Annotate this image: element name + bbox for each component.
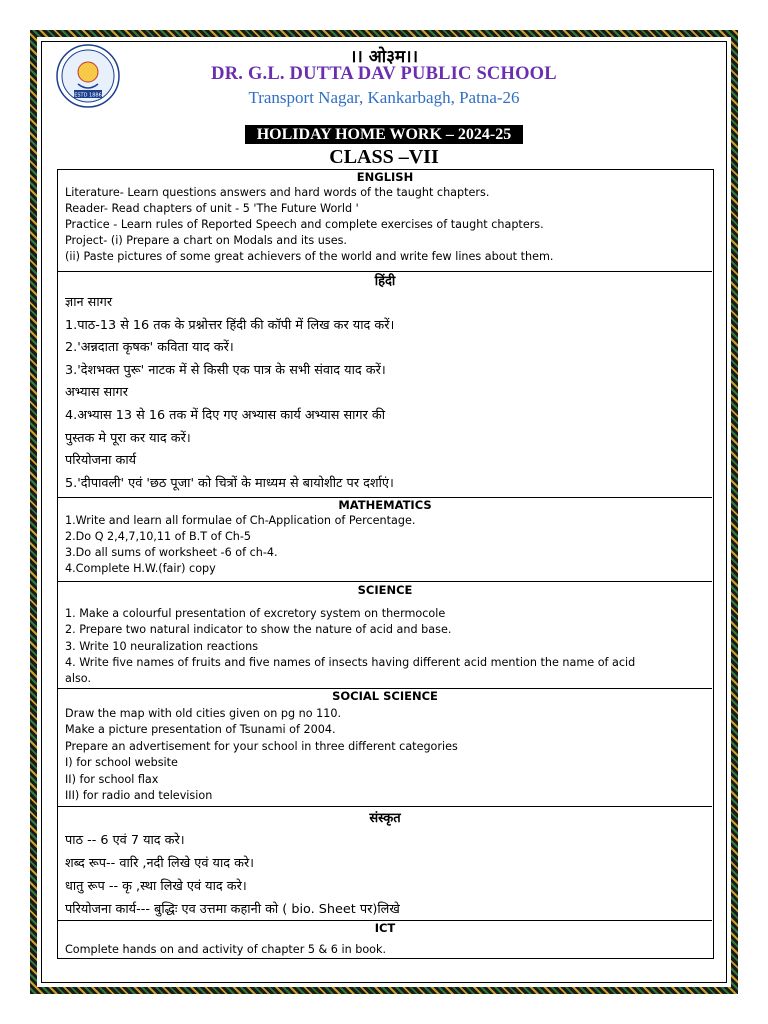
section-body [58,513,712,577]
section-heading: SOCIAL SCIENCE [332,689,438,703]
list-item: अभ्यास सागर [65,385,128,401]
list-item: 2.Do Q 2,4,7,10,11 of B.T of Ch-5 [65,530,252,543]
list-item: Project- (i) Prepare a chart on Modals and its uses. [65,234,347,247]
list-item: I) for school website [65,756,178,770]
logo-estd-text: ESTD 1886 [74,92,102,99]
list-item: Reader- Read chapters of unit - 5 'The Future World ' [65,202,359,215]
list-item: पाठ -- 6 एवं 7 याद करे। [65,833,185,848]
list-item: Draw the map with old cities given on pg no 110. [65,707,342,720]
section-body [58,829,712,921]
class-title: CLASS –VII [329,146,439,168]
list-item: Literature- Learn questions answers and hard words of the taught chapters. [65,186,490,199]
list-item: also. [65,672,91,686]
section-heading: संस्कृत [369,811,401,826]
om-heading: ।। ओ३म।। [349,47,419,67]
section-body [58,704,712,804]
list-item: 1.पाठ-13 से 16 तक के प्रश्नोत्तर हिंदी की कॉपी में लिख कर याद करें। [65,317,395,333]
list-item: Complete hands on and activity of chapter 5 & 6 in book. [65,943,387,956]
homework-table [57,169,714,959]
list-item: परियोजना कार्य--- बुद्धिः एव उत्तमा कहानी को ( bio. Sheet पर)लिखे [65,902,400,917]
list-item: पुस्तक मे पूरा कर याद करें। [65,430,191,446]
list-item: (ii) Paste pictures of some great achievers of the world and write few lines about them. [65,250,554,263]
section-english [58,170,712,271]
list-item: 1. Make a colourful presentation of excretory system on thermocole [65,607,446,620]
section-heading: SCIENCE [357,583,413,597]
section-body [58,936,712,958]
section-body [58,185,712,265]
list-item: ज्ञान सागर [65,295,113,310]
list-item: धातु रूप -- कृ ,स्था लिखे एवं याद करे। [65,879,247,894]
section-mathematics [58,497,712,581]
list-item: 3.'देशभक्त पुरू' नाटक में से किसी एक पात्र के सभी संवाद याद करें। [65,362,386,378]
section-hindi [58,271,712,497]
homework-title: HOLIDAY HOME WORK – 2024-25 [245,125,523,144]
list-item: 4.अभ्यास 13 से 16 तक में दिए गए अभ्यास कार्य अभ्यास सागर की [65,407,386,423]
section-social-science [58,688,712,806]
list-item: Make a picture presentation of Tsunami of 2004. [65,723,336,737]
list-item: 2. Prepare two natural indicator to show the nature of acid and base. [65,623,452,637]
section-heading: MATHEMATICS [338,498,432,512]
list-item: 4. Write five names of fruits and five names of insects having different acid mention the name of acid [65,655,636,669]
section-sanskrit [58,806,712,920]
list-item: 4.Complete H.W.(fair) copy [65,562,216,575]
section-heading: ENGLISH [356,170,414,184]
list-item: 1.Write and learn all formulae of Ch-Application of Percentage. [65,514,416,527]
list-item: 2.'अन्नदाता कृषक' कविता याद करें। [65,340,234,356]
section-heading: ICT [374,921,396,935]
list-item: 3.Do all sums of worksheet -6 of ch-4. [65,546,278,559]
list-item: Prepare an advertisement for your school in three different categories [65,739,458,753]
school-address: Transport Nagar, Kankarbagh, Patna-26 [248,88,520,107]
school-name: DR. G.L. DUTTA DAV PUBLIC SCHOOL [211,64,557,84]
section-ict [58,920,712,958]
list-item: 3. Write 10 neuralization reactions [65,639,259,653]
list-item: II) for school flax [65,772,159,786]
section-science [58,581,712,688]
list-item: Practice - Learn rules of Reported Speech and complete exercises of taught chapters. [65,218,544,231]
list-item: शब्द रूप-- वारि ,नदी लिखे एवं याद करे। [65,856,255,871]
list-item: परियोजना कार्य [65,453,137,469]
section-body [58,292,712,495]
section-heading: हिंदी [374,274,396,289]
list-item: 5.'दीपावली' एवं 'छठ पूजा' को चित्रों के माध्यम से बायोशीट पर दर्शाएं। [65,475,394,491]
section-body [58,598,712,687]
list-item: III) for radio and television [65,789,213,803]
